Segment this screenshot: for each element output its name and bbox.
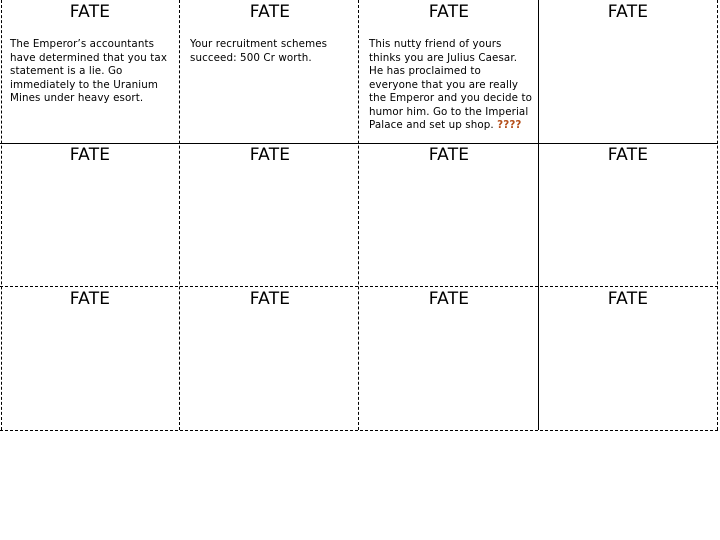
cut-line xyxy=(358,0,359,430)
card-title: FATE xyxy=(69,145,111,165)
card-text xyxy=(190,38,354,65)
card-title: FATE xyxy=(428,145,470,165)
card-title: FATE xyxy=(249,289,291,309)
fate-card xyxy=(538,287,718,431)
cut-line xyxy=(1,0,2,430)
card-text-suffix: ???? xyxy=(497,119,522,131)
card-title: FATE xyxy=(249,2,291,22)
fate-card xyxy=(538,0,718,144)
fate-card xyxy=(180,287,360,431)
fate-card xyxy=(359,287,539,431)
card-title: FATE xyxy=(69,2,111,22)
card-title: FATE xyxy=(428,2,470,22)
fate-card xyxy=(538,143,718,287)
card-text-body: This nutty friend of yours thinks you are Julius Caesar. He has proclaimed to everyone that you are really the Emperor and you decide to humor him. Go to the Imperial Palace and set up shop. xyxy=(369,38,533,131)
cut-line xyxy=(717,0,718,430)
card-title: FATE xyxy=(607,2,649,22)
card-text-body: Your recruitment schemes succeed: 500 Cr worth. xyxy=(190,38,328,64)
cut-line xyxy=(179,0,180,430)
fate-card xyxy=(180,0,360,144)
card-title: FATE xyxy=(607,145,649,165)
fate-card xyxy=(0,287,180,431)
fate-card xyxy=(359,0,539,144)
card-text-body: The Emperor’s accountants have determined that you tax statement is a lie. Go immediately to the Uranium Mines under heavy esort. xyxy=(10,38,168,104)
cut-line xyxy=(538,0,539,430)
cut-line xyxy=(0,286,718,287)
cut-line xyxy=(0,430,718,431)
card-title: FATE xyxy=(69,289,111,309)
fate-card xyxy=(359,143,539,287)
card-title: FATE xyxy=(428,289,470,309)
card-text xyxy=(369,38,533,133)
cut-line xyxy=(0,143,718,144)
fate-card xyxy=(180,143,360,287)
card-title: FATE xyxy=(249,145,291,165)
card-title: FATE xyxy=(607,289,649,309)
fate-card xyxy=(0,0,180,144)
fate-card xyxy=(0,143,180,287)
card-text xyxy=(10,38,174,106)
